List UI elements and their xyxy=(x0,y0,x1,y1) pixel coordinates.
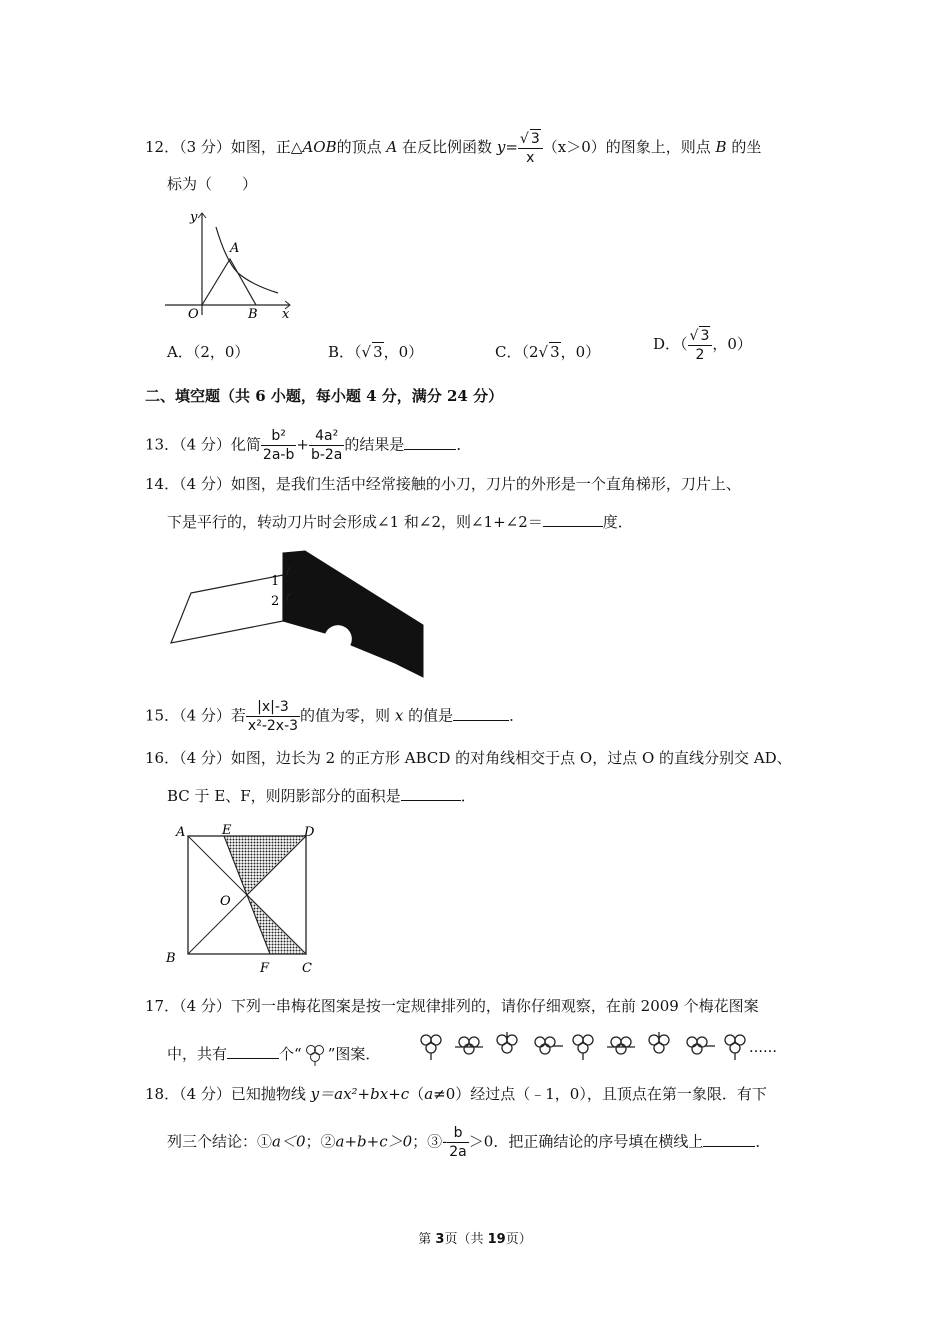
plum-pattern-2 xyxy=(455,1037,483,1054)
q16-answer-blank[interactable] xyxy=(401,786,461,801)
plum-pattern-6 xyxy=(607,1037,635,1054)
plum-pattern-1 xyxy=(421,1035,441,1060)
q14-answer-blank[interactable] xyxy=(543,512,603,527)
label-c: C xyxy=(302,961,312,976)
plum-flower-icon xyxy=(302,1044,328,1066)
angle-1-label: 1 xyxy=(271,574,280,589)
label-o: O xyxy=(188,307,199,320)
triangle-aob xyxy=(202,259,256,305)
q14-line2: 下是平行的，转动刀片时会形成∠1 和∠2，则∠1+∠2＝ 度． xyxy=(167,513,633,531)
label-a: A xyxy=(230,241,240,256)
label-e: E xyxy=(222,823,232,838)
q18-line1: 18．（4 分）已知抛物线 y＝ax²+bx+c（a≠0）经过点（﹣1，0），且顶点在第一象限．有下 xyxy=(145,1085,767,1103)
page-footer: 第 3页（共 19页） xyxy=(418,1232,532,1247)
q12-line1: 12．（3 分）如图，正△AOB的顶点 A 在反比例函数 y= $\frac{√ 3}{x}$ （x＞0）的图象上，则点 B 的坐 xyxy=(145,131,762,166)
q17-plum-sequence xyxy=(415,1032,790,1062)
plum-pattern-3 xyxy=(497,1032,517,1053)
sequence-ellipsis: …… xyxy=(749,1040,777,1056)
knife-blade xyxy=(283,551,423,677)
label-o: O xyxy=(220,894,231,909)
q12-option-d[interactable]: D．（ $\frac{√ 3}{2}$ ，0） xyxy=(653,328,752,363)
plum-pattern-5 xyxy=(573,1035,593,1060)
label-x: x xyxy=(282,307,290,320)
label-b: B xyxy=(248,307,258,320)
q16-square-figure xyxy=(160,820,340,980)
q12-fraction: $\frac{√ 3}{x}$ xyxy=(518,129,543,167)
q18-answer-blank[interactable] xyxy=(703,1132,755,1147)
q15: 15．（4 分）若 $\frac{|x|-3}{\text{x²-2x-3}}$ 的值为零，则 x 的值是 ． xyxy=(145,699,525,734)
hyperbola-curve xyxy=(216,227,278,293)
label-f: F xyxy=(260,961,270,976)
q15-answer-blank[interactable] xyxy=(453,706,509,721)
knife-handle xyxy=(171,575,283,643)
label-b: B xyxy=(166,951,176,966)
q13: 13．（4 分）化简 $\frac{\text{b²}}{2a-b}$ + $\frac{\text{4a²}}{b-2a}$ 的结果是 ． xyxy=(145,428,472,463)
angle-2-label: 2 xyxy=(271,594,280,609)
plum-pattern-7 xyxy=(649,1032,669,1053)
q16-line2: BC 于 E、F，则阴影部分的面积是 ． xyxy=(167,787,476,805)
plum-pattern-9 xyxy=(725,1035,745,1060)
q12-option-c[interactable]: C．（2√ 3，0） xyxy=(495,343,601,361)
q17-answer-blank[interactable] xyxy=(227,1044,279,1059)
label-a: A xyxy=(176,825,186,840)
q13-answer-blank[interactable] xyxy=(404,435,456,450)
q12-option-a[interactable]: A．（2，0） xyxy=(167,343,250,361)
q12-figure xyxy=(160,205,295,320)
plum-pattern-4 xyxy=(535,1037,563,1054)
q14-knife-figure xyxy=(165,545,430,680)
q16-line1: 16．（4 分）如图，边长为 2 的正方形 ABCD 的对角线相交于点 O，过点 O 的直线分别交 AD、 xyxy=(145,749,792,767)
section-2-heading: 二、填空题（共 6 小题，每小题 4 分，满分 24 分） xyxy=(145,387,504,405)
shaded-region-top xyxy=(224,836,306,895)
q17-line2: 中，共有 个“ ”图案． xyxy=(167,1044,380,1066)
q12-option-b[interactable]: B．（√ 3，0） xyxy=(328,343,424,361)
q17-line1: 17．（4 分）下列一串梅花图案是按一定规律排列的，请你仔细观察，在前 2009 个梅花图案 xyxy=(145,997,759,1015)
plum-pattern-8 xyxy=(687,1037,715,1054)
q14-line1: 14．（4 分）如图，是我们生活中经常接触的小刀，刀片的外形是一个直角梯形，刀片上、 xyxy=(145,475,741,493)
q18-line2: 列三个结论：①a＜0；②a+b+c＞0；③- $\frac{b}{2a}$ ＞0．把正确结论的序号填在横线上 ． xyxy=(167,1125,771,1160)
label-y: y xyxy=(190,210,198,225)
q12-line2: 标为（ ） xyxy=(167,175,258,193)
shaded-region-bottom xyxy=(247,895,306,954)
label-d: D xyxy=(304,825,315,840)
